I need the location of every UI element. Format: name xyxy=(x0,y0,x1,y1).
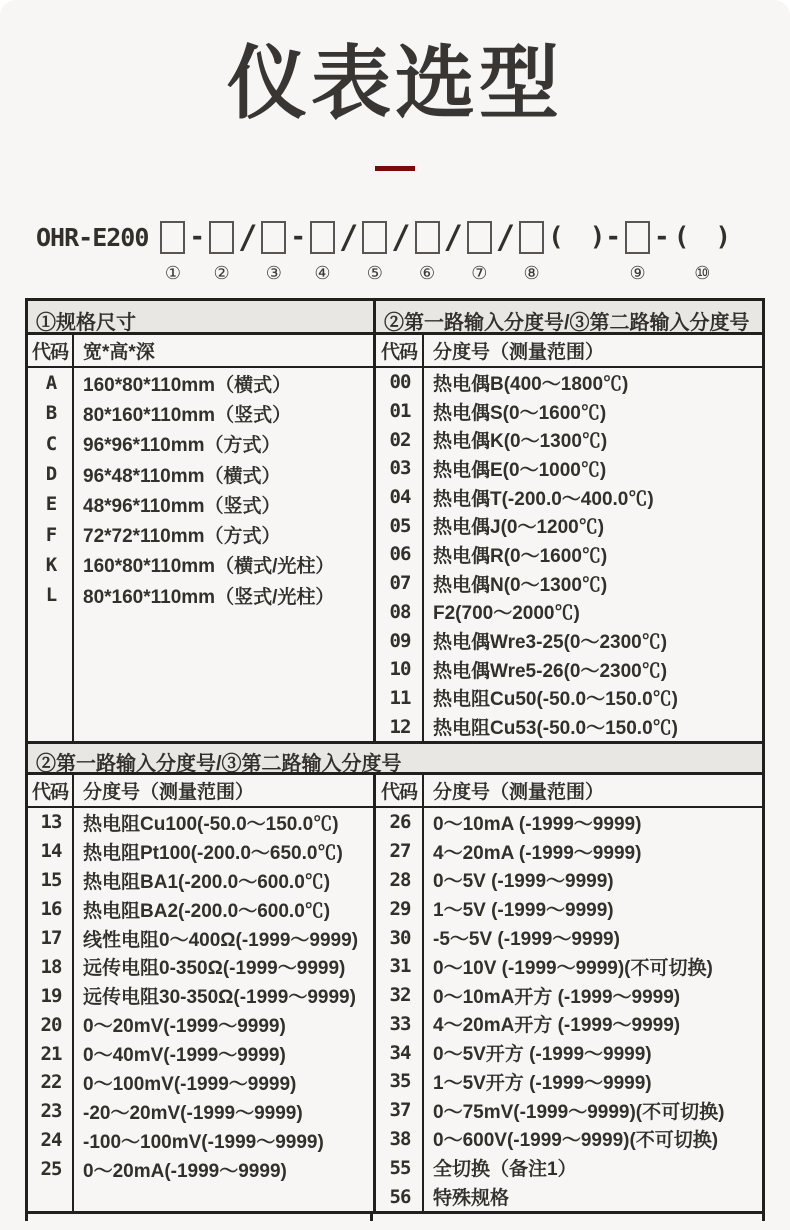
table-row xyxy=(28,459,373,489)
table-row xyxy=(28,429,373,459)
desc-cell: 热电阻Cu53(-50.0～150.0℃) xyxy=(433,718,678,740)
selection-table xyxy=(25,298,765,1214)
desc-cell: 96*96*110mm（方式） xyxy=(83,435,281,457)
code-cell: F xyxy=(45,523,57,546)
table-row xyxy=(28,837,373,866)
desc-cell: -100～100mV(-1999～9999) xyxy=(83,1131,324,1153)
code-box xyxy=(310,221,335,254)
table-row xyxy=(28,489,373,519)
model-box-8 xyxy=(517,221,546,285)
desc-cell: 0～5V (-1999～9999) xyxy=(433,871,614,893)
next-section-sliver xyxy=(25,1214,765,1221)
table-row xyxy=(28,924,373,953)
table-row xyxy=(28,1126,373,1155)
table-row xyxy=(28,808,373,837)
desc-cell: 特殊规格 xyxy=(433,1188,510,1210)
code-cell: 28 xyxy=(389,868,411,891)
desc-cell: F2(700～2000℃) xyxy=(433,603,580,625)
model-box-1 xyxy=(158,221,187,285)
code-cell: 29 xyxy=(389,897,411,920)
page-title: 仪表选型 xyxy=(227,39,563,128)
code-cell: C xyxy=(45,432,57,455)
code-cell: 01 xyxy=(389,400,411,423)
model-box-4 xyxy=(308,221,337,285)
section-input-graduation-2 xyxy=(28,741,762,1211)
desc-cell: 热电阻Cu100(-50.0～150.0℃) xyxy=(83,813,339,835)
table-row xyxy=(28,1068,373,1097)
desc-cell: 80*160*110mm（竖式/光柱） xyxy=(83,586,335,608)
code-cell: 21 xyxy=(40,1042,62,1065)
desc-cell: 48*96*110mm（竖式） xyxy=(83,495,281,517)
table-row xyxy=(376,626,762,655)
table-row xyxy=(376,684,762,713)
circled-number-5: ⑤ xyxy=(366,263,383,283)
model-sep xyxy=(337,218,360,285)
model-sep xyxy=(389,218,412,285)
code-cell: L xyxy=(45,584,57,607)
desc-cell: 热电偶K(0～1300℃) xyxy=(433,431,608,453)
circled-number-3: ③ xyxy=(265,263,282,283)
table-row xyxy=(28,895,373,924)
desc-cell: 热电偶S(0～1600℃) xyxy=(433,402,607,424)
table-row xyxy=(376,1153,762,1182)
table-row xyxy=(376,569,762,598)
separator: - xyxy=(189,222,206,252)
code-cell: 24 xyxy=(40,1129,62,1152)
graduation-column-right xyxy=(373,775,762,1211)
code-box xyxy=(625,221,650,254)
desc-cell: 全切换（备注1） xyxy=(433,1159,577,1181)
column-header-row xyxy=(28,335,373,368)
code-cell: 04 xyxy=(389,486,411,509)
section-header-spec-size: ①规格尺寸 xyxy=(28,301,373,335)
table-row xyxy=(376,397,762,426)
code-cell: 26 xyxy=(389,811,411,834)
code-cell: 00 xyxy=(389,371,411,394)
table-row xyxy=(376,1067,762,1096)
model-box-9 xyxy=(623,221,652,285)
desc-cell: 160*80*110mm（横式） xyxy=(83,374,292,396)
desc-cell: 远传电阻30-350Ω(-1999～9999) xyxy=(83,987,356,1009)
separator: / xyxy=(339,218,359,256)
code-cell: 17 xyxy=(40,927,62,949)
code-cell: 33 xyxy=(389,1012,411,1035)
table-row xyxy=(28,952,373,981)
separator: / xyxy=(443,218,463,256)
code-cell: 06 xyxy=(389,543,411,566)
circled-number-9: ⑨ xyxy=(629,263,646,283)
separator-parens: ( )- xyxy=(548,222,622,252)
table-row xyxy=(376,1038,762,1067)
desc-cell: -5～5V (-1999～9999) xyxy=(433,929,620,951)
table-row xyxy=(376,483,762,512)
table-row xyxy=(376,1096,762,1125)
code-box xyxy=(519,221,544,254)
code-cell: 10 xyxy=(389,658,411,681)
model-box-6 xyxy=(413,221,442,285)
desc-cell: 0～600V(-1999～9999)(不可切换) xyxy=(433,1130,719,1152)
desc-cell: 热电阻Pt100(-200.0～650.0℃) xyxy=(83,842,343,864)
separator: - xyxy=(290,222,306,252)
desc-cell: 热电偶B(400～1800℃) xyxy=(433,373,629,395)
desc-cell: 热电偶Wre5-26(0～2300℃) xyxy=(433,660,668,682)
table-row xyxy=(28,866,373,895)
circled-number-1: ① xyxy=(164,263,181,283)
code-cell: 25 xyxy=(40,1158,62,1181)
table-row xyxy=(28,1097,373,1126)
model-prefix: OHR-E200 xyxy=(36,223,149,252)
table-row xyxy=(376,1182,762,1211)
desc-cell: 线性电阻0～400Ω(-1999～9999) xyxy=(83,929,359,951)
separator-parens: ( ) xyxy=(673,222,731,252)
code-cell: 07 xyxy=(389,572,411,595)
model-sep xyxy=(442,218,465,285)
section-header-input-graduation: ②第一路输入分度号/③第二路输入分度号 xyxy=(376,301,762,335)
table-row xyxy=(28,981,373,1010)
table-row xyxy=(376,655,762,684)
graduation-rows-26-56 xyxy=(376,808,762,1211)
code-cell: 37 xyxy=(389,1099,411,1122)
circled-number-2: ② xyxy=(213,263,230,283)
desc-cell: 0～100mV(-1999～9999) xyxy=(83,1073,297,1095)
col-header-size: 宽*高*深 xyxy=(83,342,155,363)
code-box xyxy=(209,221,234,254)
code-box xyxy=(261,221,286,254)
desc-cell: 热电偶R(0～1600℃) xyxy=(433,545,608,567)
graduation-column-left xyxy=(28,775,373,1211)
desc-cell: 0～20mA(-1999～9999) xyxy=(83,1160,287,1182)
graduation-grid xyxy=(28,775,762,1211)
circled-number-7: ⑦ xyxy=(471,263,488,283)
desc-cell: 0～20mV(-1999～9999) xyxy=(83,1016,286,1038)
code-cell: D xyxy=(45,463,57,486)
model-sep xyxy=(236,218,259,285)
input-graduation-column-1 xyxy=(373,301,762,741)
table-row xyxy=(28,368,373,398)
table-row xyxy=(376,837,762,866)
code-cell: 16 xyxy=(40,898,62,921)
title-divider xyxy=(375,166,415,171)
graduation-rows-00-12 xyxy=(376,368,762,741)
table-row xyxy=(28,550,373,580)
code-cell: 05 xyxy=(389,514,411,537)
section-header-input-graduation-full: ②第一路输入分度号/③第二路输入分度号 xyxy=(28,744,762,775)
table-row xyxy=(28,519,373,549)
model-sep xyxy=(546,221,623,285)
col-header-code: 代码 xyxy=(376,775,424,806)
code-cell: 12 xyxy=(389,715,411,738)
spec-size-rows xyxy=(28,368,373,741)
column-header-row xyxy=(376,775,762,808)
table-row xyxy=(376,1125,762,1154)
desc-cell: 1～5V (-1999～9999) xyxy=(433,900,614,922)
code-cell: 19 xyxy=(40,984,62,1007)
code-cell: 34 xyxy=(389,1041,411,1064)
desc-cell: 72*72*110mm（方式） xyxy=(83,526,281,548)
table-row xyxy=(376,981,762,1010)
desc-cell: 1～5V开方 (-1999～9999) xyxy=(433,1072,652,1094)
code-cell: 20 xyxy=(40,1013,62,1036)
code-cell: K xyxy=(45,553,57,576)
code-cell: E xyxy=(45,493,57,516)
desc-cell: 热电偶T(-200.0～400.0℃) xyxy=(433,488,654,510)
section-spec-and-input xyxy=(28,301,762,741)
separator: / xyxy=(391,218,411,256)
desc-cell: 热电偶J(0～1200℃) xyxy=(433,517,605,539)
table-row xyxy=(376,425,762,454)
table-row xyxy=(376,368,762,397)
desc-cell: 热电阻BA2(-200.0～600.0℃) xyxy=(83,900,331,922)
desc-cell: 热电阻BA1(-200.0～600.0℃) xyxy=(83,871,331,893)
column-header-row xyxy=(28,775,373,808)
model-box-5 xyxy=(360,221,389,285)
table-row xyxy=(376,866,762,895)
table-row xyxy=(28,398,373,428)
model-sep xyxy=(288,221,308,285)
desc-cell: 热电偶E(0～1000℃) xyxy=(433,459,607,481)
code-cell: 56 xyxy=(389,1185,411,1208)
code-cell: 18 xyxy=(40,955,62,978)
code-cell: 27 xyxy=(389,840,411,863)
desc-cell: 0～10V (-1999～9999)(不可切换) xyxy=(433,957,713,979)
col-header-graduation: 分度号（测量范围） xyxy=(433,342,605,363)
col-header-code: 代码 xyxy=(28,775,74,806)
desc-cell: 热电阻Cu50(-50.0～150.0℃) xyxy=(433,689,678,711)
desc-cell: 热电偶Wre3-25(0～2300℃) xyxy=(433,632,668,654)
table-row xyxy=(376,923,762,952)
desc-cell: 96*48*110mm（横式） xyxy=(83,465,281,487)
separator: - xyxy=(654,222,670,252)
table-row xyxy=(376,540,762,569)
desc-cell: 0～10mA开方 (-1999～9999) xyxy=(433,986,681,1008)
circled-number-6: ⑥ xyxy=(418,263,436,283)
model-sep xyxy=(494,218,517,285)
code-cell: 38 xyxy=(389,1127,411,1150)
code-cell: 22 xyxy=(40,1071,62,1094)
table-row xyxy=(376,712,762,741)
desc-cell: 远传电阻0-350Ω(-1999～9999) xyxy=(83,958,346,980)
desc-cell: 4～20mA开方 (-1999～9999) xyxy=(433,1015,681,1037)
desc-cell: 0～10mA (-1999～9999) xyxy=(433,813,642,835)
desc-cell: 0～75mV(-1999～9999)(不可切换) xyxy=(433,1101,725,1123)
desc-cell: 0～40mV(-1999～9999) xyxy=(83,1045,286,1067)
table-row xyxy=(28,1039,373,1068)
table-row xyxy=(376,952,762,981)
table-row xyxy=(376,598,762,627)
code-cell: 03 xyxy=(389,457,411,480)
code-cell: 09 xyxy=(389,629,411,652)
code-cell: 13 xyxy=(40,811,62,834)
code-cell: 02 xyxy=(389,428,411,451)
col-header-code: 代码 xyxy=(28,335,74,366)
table-row xyxy=(376,454,762,483)
separator: / xyxy=(495,218,516,256)
code-cell: 30 xyxy=(389,926,411,949)
desc-cell: 4～20mA (-1999～9999) xyxy=(433,842,642,864)
desc-cell: 160*80*110mm（横式/光柱） xyxy=(83,556,335,578)
table-row xyxy=(376,808,762,837)
col-header-graduation: 分度号（测量范围） xyxy=(433,782,605,803)
code-cell: 14 xyxy=(40,840,62,863)
code-cell: 23 xyxy=(40,1100,62,1123)
circled-number-10: ⑩ xyxy=(694,263,711,283)
model-sep-final xyxy=(672,221,733,285)
model-code-boxes xyxy=(158,218,733,285)
table-row xyxy=(28,1010,373,1039)
table-row xyxy=(376,1009,762,1038)
table-row xyxy=(28,1155,373,1184)
separator: / xyxy=(238,218,258,256)
model-sep xyxy=(187,221,207,285)
graduation-rows-13-25 xyxy=(28,808,373,1211)
desc-cell: 热电偶N(0～1300℃) xyxy=(433,574,608,596)
spec-size-column xyxy=(28,301,373,741)
table-row xyxy=(28,580,373,610)
table-row xyxy=(376,894,762,923)
circled-number-4: ④ xyxy=(314,263,331,283)
code-box xyxy=(467,221,492,254)
desc-cell: 80*160*110mm（竖式） xyxy=(83,404,292,426)
code-cell: 08 xyxy=(389,600,411,623)
code-cell: 11 xyxy=(389,686,411,709)
col-header-graduation: 分度号（测量范围） xyxy=(83,782,255,803)
code-box xyxy=(362,221,387,254)
code-cell: 31 xyxy=(389,955,411,978)
code-cell: 55 xyxy=(389,1156,411,1179)
code-cell: 32 xyxy=(389,984,411,1007)
desc-cell: 0～5V开方 (-1999～9999) xyxy=(433,1044,652,1066)
code-cell: B xyxy=(45,402,57,425)
code-cell: 15 xyxy=(40,869,62,892)
circled-number-8: ⑧ xyxy=(523,263,540,283)
model-box-2 xyxy=(207,221,236,285)
code-cell: A xyxy=(45,372,57,395)
code-box xyxy=(160,221,185,254)
model-box-3 xyxy=(259,221,288,285)
desc-cell: -20～20mV(-1999～9999) xyxy=(83,1102,303,1124)
table-row xyxy=(376,511,762,540)
column-header-row xyxy=(376,335,762,368)
model-box-7 xyxy=(465,221,494,285)
col-header-code: 代码 xyxy=(376,335,424,366)
model-code-line xyxy=(36,218,790,285)
code-box xyxy=(415,221,440,254)
model-sep xyxy=(652,221,672,285)
code-cell: 35 xyxy=(389,1070,411,1093)
